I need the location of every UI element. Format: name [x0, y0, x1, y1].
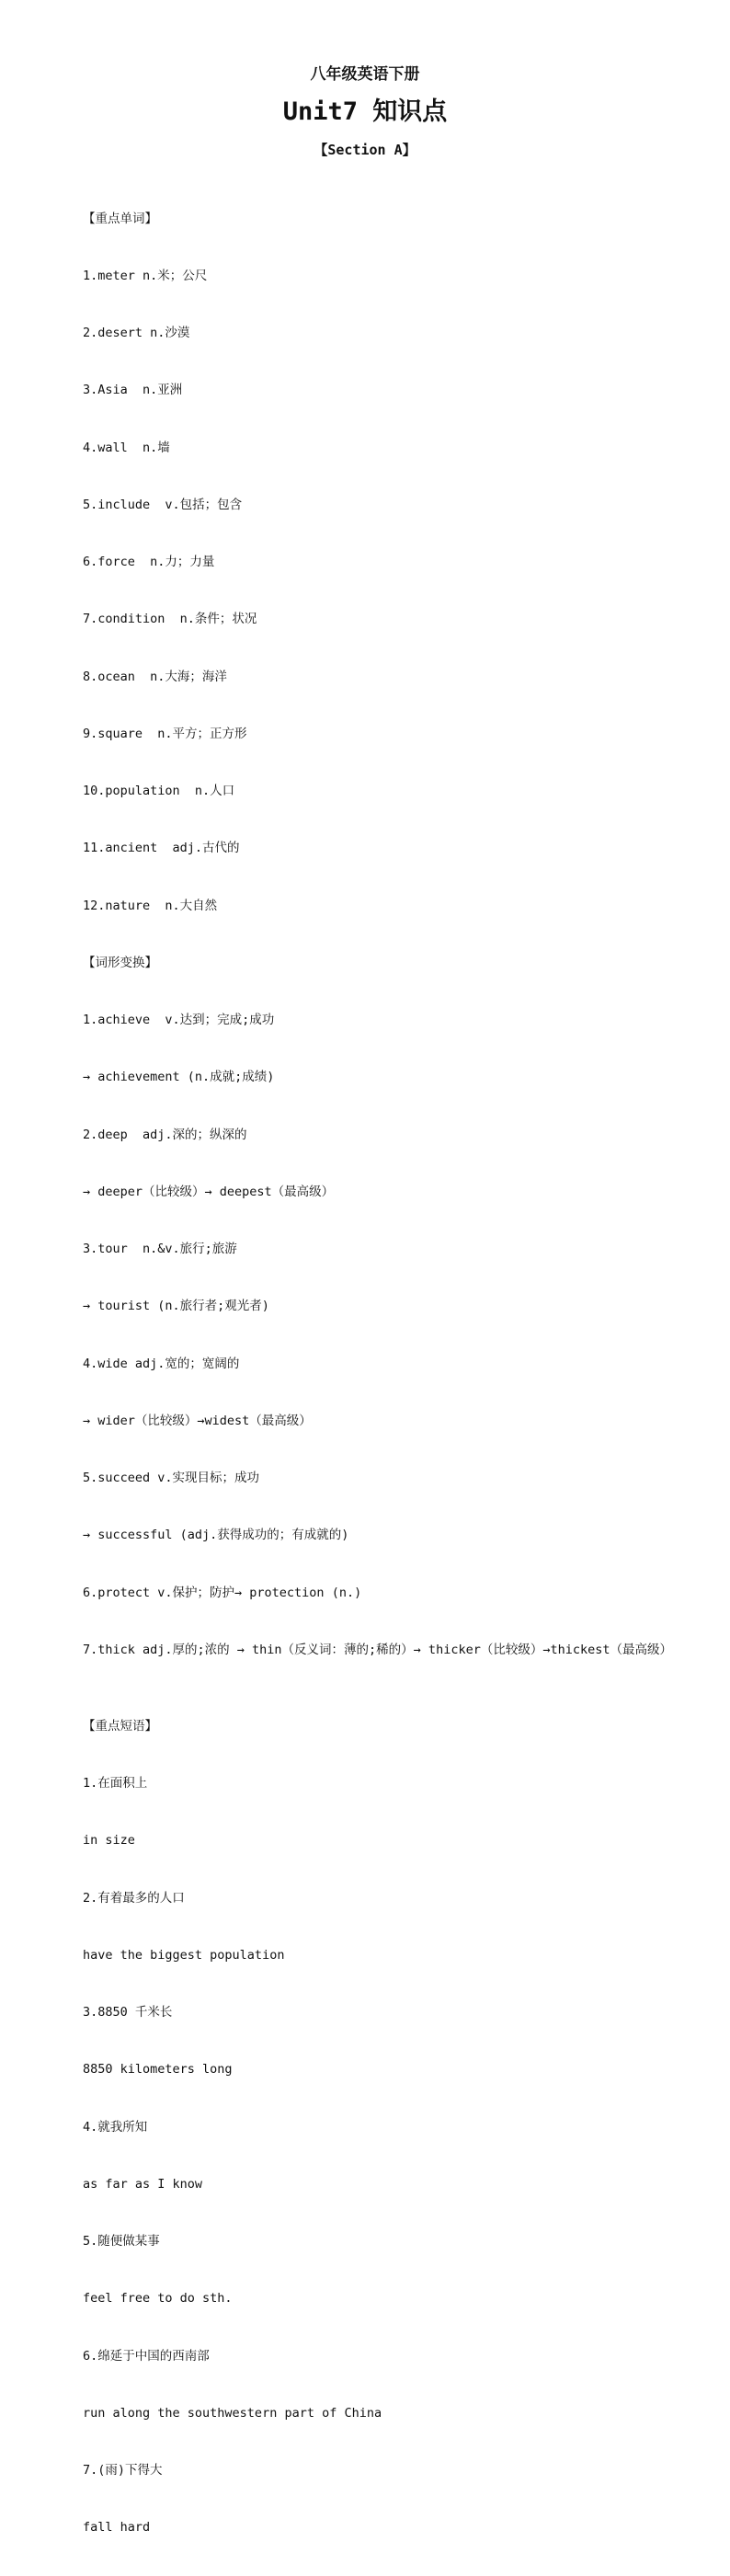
section-heading: 【Section A】: [314, 142, 416, 158]
document-body: [61, 171, 686, 2576]
word-item: 7.condition n.条件；状况: [83, 612, 257, 627]
word-form-derivation: → deeper（比较级）→ deepest（最高级）: [83, 1184, 335, 1199]
word-form-derivation: → wider（比较级）→widest（最高级）: [83, 1413, 312, 1428]
word-item: 12.nature n.大自然: [83, 898, 218, 913]
word-item: 5.include v.包括；包含: [83, 497, 243, 512]
phrase-english: have the biggest population: [83, 1947, 285, 1963]
phrase-english: in size: [83, 1833, 135, 1849]
word-form-derivation: → successful (adj.获得成功的；有成就的): [83, 1528, 349, 1543]
word-form-derivation: → tourist (n.旅行者;观光者): [83, 1299, 269, 1314]
word-form-item: 7.thick adj.厚的;浓的 → thin（反义词：薄的;稀的）→ thicker（比较级）→thickest（最高级）: [83, 1642, 672, 1657]
word-form-item: 6.protect v.保护；防护→ protection (n.): [83, 1585, 362, 1600]
word-item: 4.wall n.墙: [83, 440, 170, 455]
word-form-item: 3.tour n.&v.旅行;旅游: [83, 1242, 237, 1256]
phrase-chinese: 5.随便做某事: [83, 2234, 160, 2249]
phrase-english: fall hard: [83, 2520, 151, 2536]
phrase-english: run along the southwestern part of China: [83, 2405, 382, 2421]
phrase-chinese: 6.绵延于中国的西南部: [83, 2348, 210, 2364]
phrase-english: as far as I know: [83, 2176, 203, 2192]
heading-key-phrases: 【重点短语】: [83, 1718, 157, 1734]
word-item: 3.Asia n.亚洲: [83, 383, 183, 398]
word-item: 10.population n.人口: [83, 784, 235, 798]
document-title: Unit7 知识点: [282, 97, 448, 126]
phrase-chinese: 2.有着最多的人口: [83, 1890, 185, 1906]
document-subtitle: 八年级英语下册: [310, 65, 420, 84]
word-form-item: 2.deep adj.深的；纵深的: [83, 1127, 247, 1142]
phrase-chinese: 4.就我所知: [83, 2119, 148, 2135]
phrase-chinese: 1.在面积上: [83, 1776, 148, 1791]
word-item: 11.ancient adj.古代的: [83, 841, 240, 856]
heading-key-words: 【重点单词】: [83, 211, 157, 226]
word-form-item: 4.wide adj.宽的；宽阔的: [83, 1356, 240, 1371]
word-form-derivation: → achievement (n.成就;成绩): [83, 1070, 275, 1085]
word-form-item: 5.succeed v.实现目标；成功: [83, 1471, 260, 1485]
word-item: 6.force n.力；力量: [83, 555, 215, 569]
phrase-chinese: 7.(雨)下得大: [83, 2463, 163, 2478]
heading-word-forms: 【词形变换】: [83, 955, 157, 970]
word-item: 2.desert n.沙漠: [83, 326, 190, 340]
phrase-english: feel free to do sth.: [83, 2291, 233, 2307]
word-item: 9.square n.平方；正方形: [83, 726, 247, 741]
word-item: 1.meter n.米；公尺: [83, 268, 208, 283]
phrase-english: 8850 kilometers long: [83, 2062, 233, 2078]
word-form-item: 1.achieve v.达到；完成;成功: [83, 1013, 275, 1027]
phrase-chinese: 3.8850 千米长: [83, 2005, 173, 2020]
word-item: 8.ocean n.大海；海洋: [83, 669, 227, 684]
